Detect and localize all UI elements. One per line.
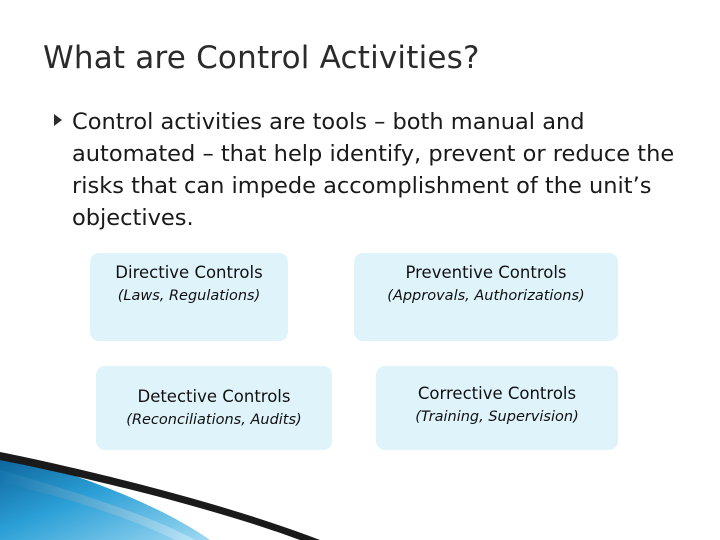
bullet-term: Control activities (72, 109, 262, 135)
control-name: Preventive Controls (405, 263, 567, 282)
slide-title: What are Control Activities? (43, 40, 480, 76)
control-examples: (Approvals, Authorizations) (387, 288, 585, 304)
control-name: Detective Controls (137, 387, 291, 406)
control-name: Corrective Controls (417, 384, 577, 403)
control-examples: (Reconciliations, Audits) (126, 412, 302, 428)
bullet-body: are tools – both manual and automated – that help identify, prevent or reduce the risks that can impede accomplishment of the unit’s objectives. (72, 109, 675, 231)
control-examples: (Training, Supervision) (415, 409, 579, 425)
control-examples: (Laws, Regulations) (117, 288, 261, 304)
control-name: Directive Controls (115, 263, 263, 282)
